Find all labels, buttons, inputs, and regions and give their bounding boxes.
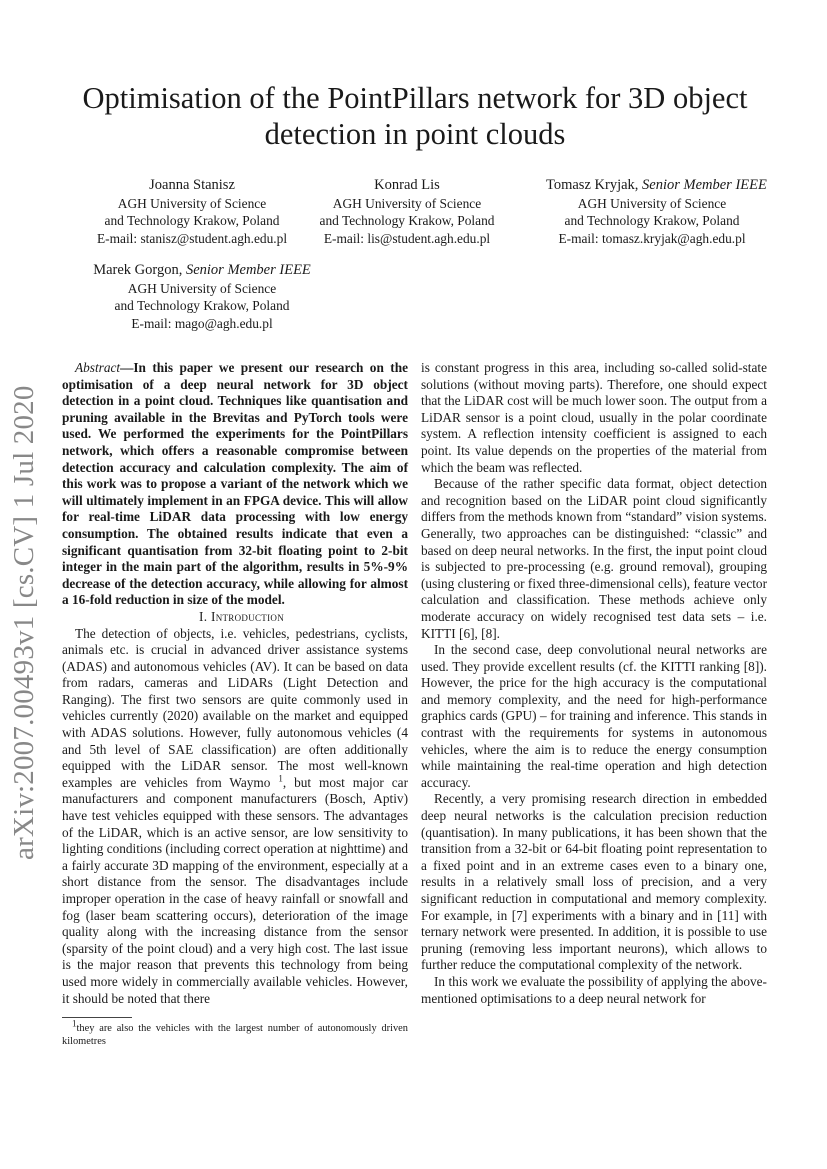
- paragraph-text: , but most major car manufacturers and component manufacturers (Bosch, Aptiv) have test vehicles equipped with these sensors. The advantages of the LiDAR, which is an active sensor, are low sensitivity to lighting conditions (including correct operation at nighttime) and a fairly accurate 3D mapping of the environment, especially at a short distance from the sensor. The disadvantages include improper operation in the case of heavy rainfall or snowfall and fog (laser beam scattering occurs), deterioration of the image quality along with the increasing distance from the sensor (sparsity of the point cloud) and a very high cost. The last issue is the major reason that prevents this technology from being used more widely in commercially available vehicles. However, it should be noted that there: [62, 774, 409, 1006]
- author-name: Tomasz Kryjak,: [546, 177, 643, 193]
- author-affiliation: and Technology Krakow, Poland: [564, 213, 740, 228]
- footnote: [62, 1018, 408, 1048]
- arxiv-watermark: arXiv:2007.00493v1 [cs.CV] 1 Jul 2020: [8, 385, 40, 860]
- author-affiliation: and Technology Krakow, Poland: [104, 213, 280, 228]
- author-block: [301, 177, 513, 247]
- abstract: [62, 360, 408, 609]
- author-role: Senior Member IEEE: [642, 177, 767, 193]
- author-affiliation: AGH University of Science: [127, 280, 277, 296]
- author-email: E-mail: tomasz.kryjak@agh.edu.pl: [558, 230, 746, 246]
- author-role: Senior Member IEEE: [185, 262, 311, 278]
- footnote-mark: 1: [72, 1018, 77, 1029]
- left-column: [62, 360, 408, 1048]
- right-column: [421, 360, 767, 1007]
- author-affiliation: and Technology Krakow, Poland: [114, 298, 290, 313]
- paragraph: [62, 626, 408, 1008]
- abstract-label: Abstract: [75, 360, 121, 375]
- paragraph-text: The detection of objects, i.e. vehicles, pedestrians, cyclists, animals etc. is crucial in advanced driver assistance systems (ADAS) and autonomous vehicles (AV). It can be based on data from radars, cameras and LiDARs (Light Detection and Ranging). The first two sensors are quite commonly used in vehicles currently (2020) available on the market and equipped with ADAS solutions. However, fully autonomous vehicles (4 and 5th level of SAE classification) are often additionally equipped with the LiDAR sensor. The most well-known examples are vehicles from Waymo: [62, 625, 408, 790]
- author-affiliation: AGH University of Science: [117, 195, 267, 211]
- author-name: Konrad Lis: [374, 177, 440, 193]
- abstract-text: —In this paper we present our research on the optimisation of a deep neural network for 3D object detection in a point cloud. Techniques like quantisation and pruning available in the Brevitas and PyTorch tools were used. We performed the experiments for the PointPillars network, which offers a reasonable compromise between detection accuracy and calculation complexity. The aim of this work was to propose a variant of the network which we will ultimately implement in an FPGA device. This will allow for real-time LiDAR data processing with low energy consumption. The obtained results indicate that even a significant quantisation from 32-bit floating point to 2-bit integer in the main part of the algorithm, results in 5%-9% decrease of the detection accuracy, while allowing for almost a 16-fold reduction in size of the model.: [62, 360, 408, 608]
- author-block: [62, 262, 342, 332]
- paper-title: Optimisation of the PointPillars network for 3D object detection in point clouds: [82, 81, 748, 151]
- author-affiliation: AGH University of Science: [577, 195, 727, 211]
- footnote-text: they are also the vehicles with the largest number of autonomously driven kilometres: [62, 1023, 408, 1048]
- author-email: E-mail: stanisz@student.agh.edu.pl: [96, 230, 288, 246]
- author-name: Marek Gorgon,: [93, 262, 186, 278]
- author-affiliation: AGH University of Science: [332, 195, 482, 211]
- author-email: E-mail: mago@agh.edu.pl: [131, 315, 273, 331]
- author-block: [86, 177, 298, 247]
- author-name: Joanna Stanisz: [149, 177, 235, 193]
- paragraph: In this work we evaluate the possibility of applying the above-mentioned optimisations to a deep neural network for: [421, 973, 767, 1006]
- paragraph: Because of the rather specific data format, object detection and recognition based on the LiDAR point cloud significantly differs from the methods known from “standard” vision systems. Generally, two approaches can be distinguished: “classic” and based on deep neural networks. In the first, the input point cloud is subjected to pre-processing (e.g. ground removal), grouping (using clustering or fixed three-dimensional cells), feature vector calculation and classification. These methods achieve only moderate accuracy on widely recognised test data sets – i.e. KITTI [6], [8].: [421, 476, 767, 641]
- paragraph: In the second case, deep convolutional neural networks are used. They provide excellent results (cf. the KITTI ranking [8]). However, the price for the high accuracy is the computational and memory complexity, and the need for high-performance graphics cards (GPU) – for training and inference. This stands in contrast with the requirements for systems in autonomous vehicles, where the aim is to reduce the energy consumption while maintaining the real-time operation and high detection accuracy.: [421, 642, 767, 790]
- author-affiliation: and Technology Krakow, Poland: [319, 213, 495, 228]
- paragraph: is constant progress in this area, including so-called solid-state solutions (without moving parts). Therefore, one should expect that the LiDAR cost will be much lower soon. The output from a LiDAR sensor is a point cloud, usually in the polar coordinate system. A reflection intensity coefficient is assigned to each point. Its value depends on the properties of the material from which the beam was reflected.: [421, 360, 767, 475]
- author-email: E-mail: lis@student.agh.edu.pl: [323, 230, 491, 246]
- footnote-mark: 1: [278, 773, 283, 784]
- author-block: [546, 177, 767, 247]
- section-heading: I. Introduction: [199, 608, 284, 624]
- paragraph: Recently, a very promising research direction in embedded deep neural networks is the calculation precision reduction (quantisation). In many publications, it has been shown that the transition from a 32-bit or 64-bit floating point representation to a fixed point and in an extreme cases even to a binary one, results in a relatively small loss of precision, and a very significant reduction in computational and memory complexity. For example, in [7] experiments with a binary and in [11] with ternary network were presented. In addition, it is possible to use pruning (removing less important neurons), which allows to further reduce the computational complexity of the network.: [421, 791, 767, 973]
